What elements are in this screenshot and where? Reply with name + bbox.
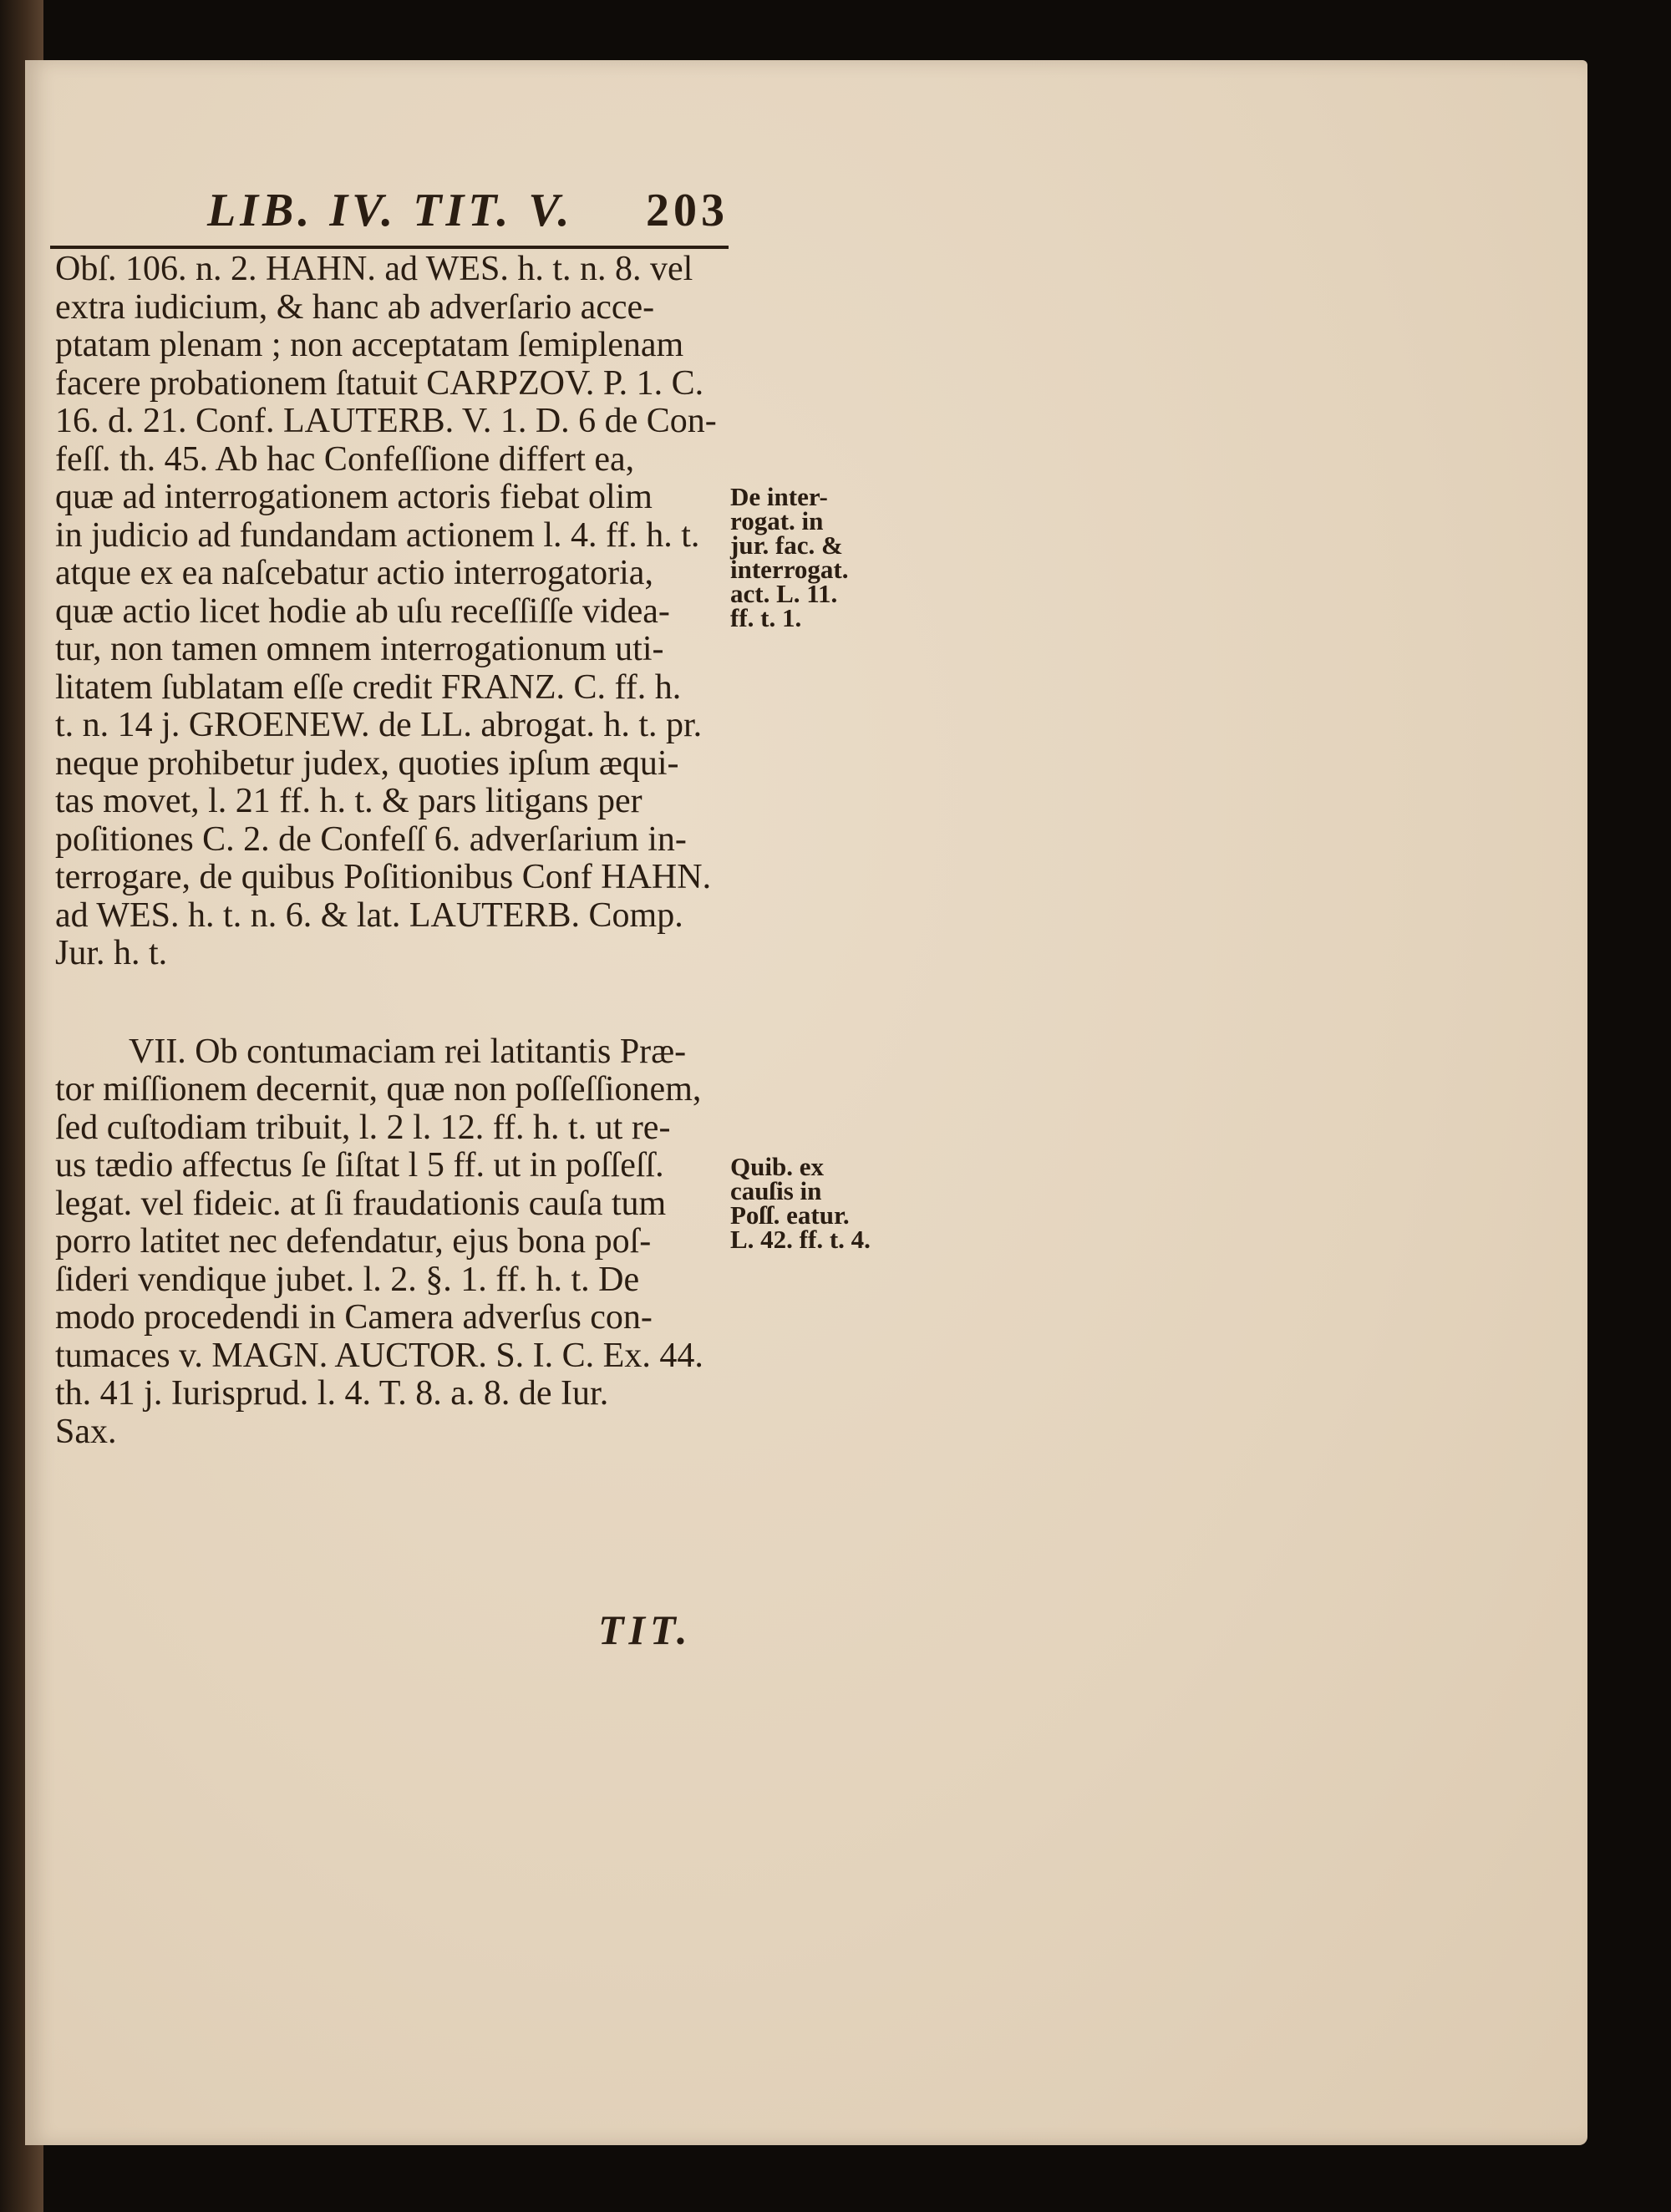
running-head xyxy=(50,184,729,242)
margin-line: Poſſ. eatur. xyxy=(730,1200,850,1230)
text-line: t. n. 14 j. GROENEW. de LL. abrogat. h. t. pr. xyxy=(55,706,703,744)
text-line: terrogare, de quibus Poſitionibus Conf HAHN. xyxy=(55,858,712,896)
text-line: extra iudicium, & hanc ab adverſario acce- xyxy=(55,287,655,327)
text-line: neque prohibetur judex, quoties ipſum æqui- xyxy=(55,743,679,783)
paragraph-confession xyxy=(55,251,749,973)
text-line: litatem ſublatam eſſe credit FRANZ. C. ff. h. xyxy=(55,667,682,707)
text-line: poſitiones C. 2. de Confeſſ 6. adverſarium in- xyxy=(55,819,687,859)
text-line: ad WES. h. t. n. 6. & lat. LAUTERB. Comp. xyxy=(55,895,683,935)
main-text-column xyxy=(55,251,749,1451)
margin-line: ff. t. 1. xyxy=(730,603,802,632)
text-line: quæ ad interrogationem actoris fiebat olim xyxy=(55,478,653,516)
catchword: TIT. xyxy=(598,1606,693,1653)
text-line: ſed cuſtodiam tribuit, l. 2 l. 12. ff. h. t. ut re- xyxy=(55,1108,671,1147)
text-line: Sax. xyxy=(55,1412,117,1451)
margin-line: De inter- xyxy=(730,482,828,511)
paragraph-vii-first-line: VII. Ob contumaciam rei latitantis Præ- xyxy=(129,1032,687,1071)
margin-line: act. L. 11. xyxy=(730,579,838,608)
text-line: th. 41 j. Iurisprud. l. 4. T. 8. a. 8. de Iur. xyxy=(55,1374,609,1413)
margin-line: cauſis in xyxy=(730,1176,822,1205)
text-line: legat. vel fideic. at ſi fraudationis cauſa tum xyxy=(55,1184,667,1223)
text-line: ptatam plenam ; non acceptatam ſemiplenam xyxy=(55,326,684,364)
header-rule xyxy=(50,246,729,249)
text-line: Obſ. 106. n. 2. HAHN. ad WES. h. t. n. 8. vel xyxy=(55,250,693,288)
text-line: tor miſſionem decernit, quæ non poſſeſſionem, xyxy=(55,1070,702,1109)
text-line: ſideri vendique jubet. l. 2. §. 1. ff. h. t. De xyxy=(55,1260,640,1299)
paragraph-vii xyxy=(55,1033,749,1452)
text-line xyxy=(55,1033,749,1072)
text-line: us tædio affectus ſe ſiſtat l 5 ff. ut in poſſeſſ. xyxy=(55,1146,664,1185)
page-number: 203 xyxy=(646,185,729,236)
margin-line: jur. fac. & xyxy=(730,530,843,560)
text-line: tas movet, l. 21 ff. h. t. & pars litigans per xyxy=(55,782,642,820)
margin-line: rogat. in xyxy=(730,506,824,535)
text-line: quæ actio licet hodie ab uſu receſſiſſe videa- xyxy=(55,591,670,631)
text-line: facere probationem ſtatuit CARPZOV. P. 1. C. xyxy=(55,363,704,403)
text-line: tur, non tamen omnem interrogationum uti- xyxy=(55,630,664,668)
margin-note-possession xyxy=(730,1152,914,1254)
text-line: modo procedendi in Camera adverſus con- xyxy=(55,1298,653,1337)
text-line: in judicio ad fundandam actionem l. 4. ff. h. t. xyxy=(55,515,700,555)
text-line: feſſ. th. 45. Ab hac Confeſſione differt ea, xyxy=(55,439,635,479)
text-line: tumaces v. MAGN. AUCTOR. S. I. C. Ex. 44. xyxy=(55,1336,703,1375)
margin-line: L. 42. ff. t. 4. xyxy=(730,1225,871,1254)
running-title: LIB. IV. TIT. V. xyxy=(207,185,574,236)
text-line: Jur. h. t. xyxy=(55,934,168,972)
margin-line: Quib. ex xyxy=(730,1152,824,1181)
margin-note-interrogation xyxy=(730,482,914,632)
text-line: 16. d. 21. Conf. LAUTERB. V. 1. D. 6 de Con- xyxy=(55,402,717,440)
text-line: atque ex ea naſcebatur actio interrogatoria, xyxy=(55,554,653,592)
text-line: porro latitet nec defendatur, ejus bona poſ- xyxy=(55,1222,652,1261)
margin-line: interrogat. xyxy=(730,555,849,584)
